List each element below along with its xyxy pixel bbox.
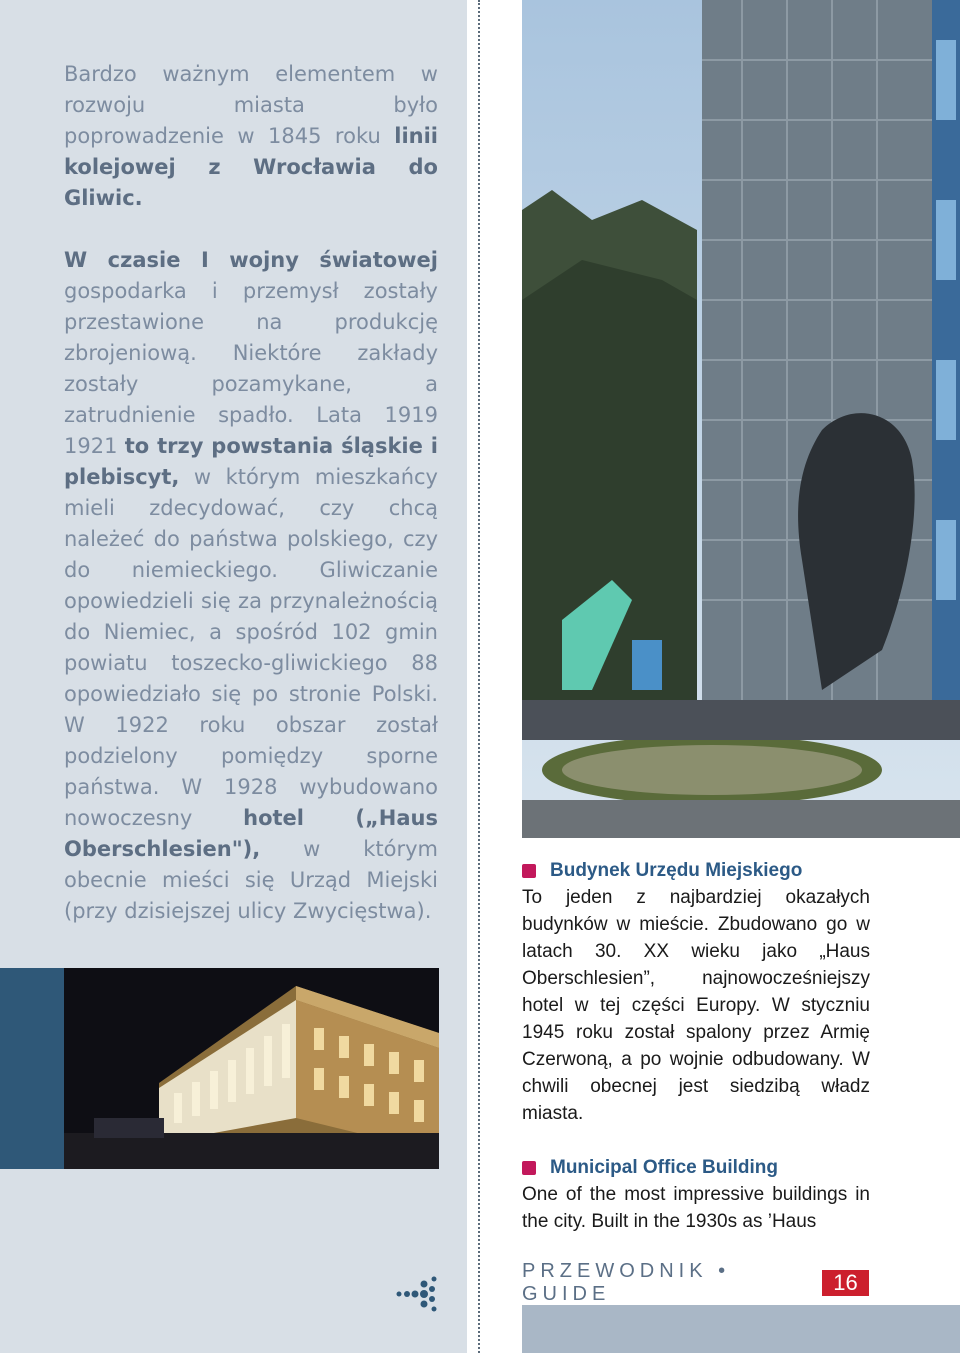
blue-side-tab <box>0 968 64 1169</box>
caption-english <box>522 1154 870 1235</box>
night-building-photo <box>64 968 439 1169</box>
bullet-icon <box>522 864 536 878</box>
caption-title-en: Municipal Office Building <box>522 1154 870 1181</box>
bottom-color-band <box>522 1305 960 1353</box>
page-footer <box>522 1260 869 1305</box>
footer-label: PRZEWODNIK • GUIDE <box>522 1260 731 1305</box>
dotted-arrow-icon <box>394 1276 442 1312</box>
caption-title-pl: Budynek Urzędu Miejskiego <box>522 857 870 884</box>
bullet-icon <box>522 1161 536 1175</box>
caption-body-en: One of the most impressive buildings in the city. Built in the 1930s as ’Haus <box>522 1184 870 1232</box>
caption-body-pl: To jeden z najbardziej okazałych budynków w mieście. Zbudowano go w latach 30. XX wieku jako „Haus Oberschlesien”, najnowocześniejszy hotel w tej części Europy. W styczniu 1945 roku został spalony przez Armię Czerwoną, a po wojnie odbudowany. W chwili obecnej jest siedzibą władz miasta. <box>522 887 870 1124</box>
page-number: 16 <box>822 1270 869 1296</box>
city-hall-photo <box>522 0 960 838</box>
column-divider <box>478 0 480 1353</box>
caption-polish <box>522 857 870 1127</box>
paragraph-history: W czasie I wojny światowej gospodarka i przemysł zostały przestawione na produkcję zbrojeniową. Niektóre zakłady zostały pozamykane, a zatrudnienie spadło. Lata 1919 1921 to trzy powstania śląskie i plebiscyt, w którym mieszkańcy mieli zdecydować, czy chcą należeć do państwa polskiego, czy do niemieckiego. Gliwiczanie opowiedzieli się za przynależnością do Niemiec, a spośród 102 gmin powiatu toszecko-gliwickiego 88 opowiedziało się po stronie Polski. W 1922 roku obszar został podzielony pomiędzy sporne państwa. W 1928 wybudowano nowoczesny hotel („Haus Oberschlesien"), w którym obecnie mieści się Urząd Miejski (przy dzisiejszej ulicy Zwycięstwa). <box>64 248 438 923</box>
paragraph-railway: Bardzo ważnym elementem w rozwoju miasta było poprowadzenie w 1845 roku linii kolejowej z Wrocławia do Gliwic. <box>64 62 438 210</box>
main-article-text <box>64 59 438 927</box>
